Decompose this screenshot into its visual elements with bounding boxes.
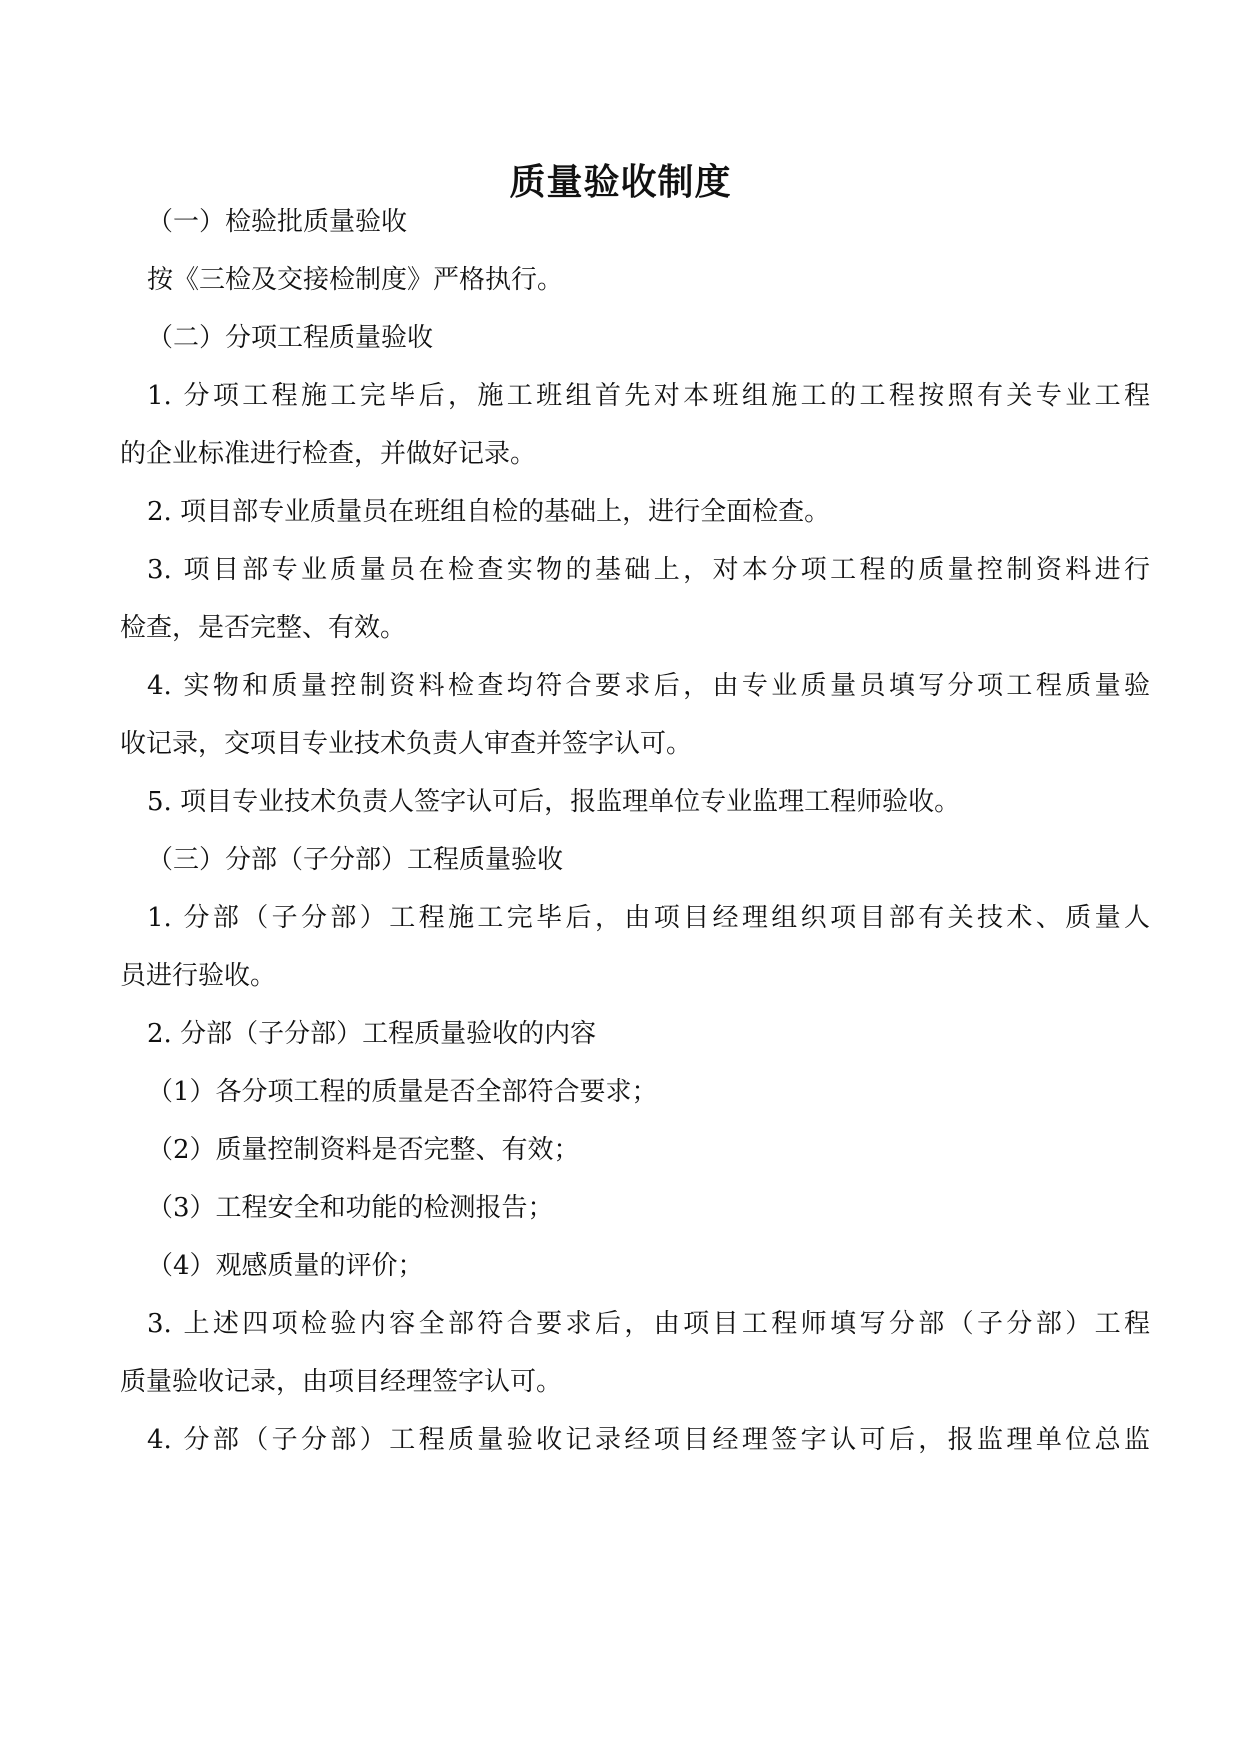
list-item: （2）质量控制资料是否完整、有效； bbox=[147, 1135, 580, 1165]
section-heading-1: （一）检验批质量验收 bbox=[147, 207, 408, 237]
paragraph-line: 1. 分项工程施工完毕后，施工班组首先对本班组施工的工程按照有关专业工程 bbox=[147, 381, 1150, 411]
paragraph-line: 4. 分部（子分部）工程质量验收记录经项目经理签字认可后，报监理单位总监 bbox=[147, 1425, 1150, 1455]
paragraph-line: 2. 项目部专业质量员在班组自检的基础上，进行全面检查。 bbox=[147, 497, 831, 527]
paragraph-line: 5. 项目专业技术负责人签字认可后，报监理单位专业监理工程师验收。 bbox=[147, 787, 961, 817]
paragraph-line: 2. 分部（子分部）工程质量验收的内容 bbox=[147, 1019, 597, 1049]
section-heading-2: （二）分项工程质量验收 bbox=[147, 323, 434, 353]
list-item: （3）工程安全和功能的检测报告； bbox=[147, 1193, 554, 1223]
paragraph-line: 1. 分部（子分部）工程施工完毕后，由项目经理组织项目部有关技术、质量人 bbox=[147, 903, 1150, 933]
document-title: 质量验收制度 bbox=[509, 161, 732, 203]
list-item: （1）各分项工程的质量是否全部符合要求； bbox=[147, 1077, 658, 1107]
list-item: （4）观感质量的评价； bbox=[147, 1251, 424, 1281]
paragraph-line: 按《三检及交接检制度》严格执行。 bbox=[147, 265, 564, 295]
paragraph-line: 4. 实物和质量控制资料检查均符合要求后，由专业质量员填写分项工程质量验 bbox=[147, 671, 1150, 701]
paragraph-line: 3. 项目部专业质量员在检查实物的基础上，对本分项工程的质量控制资料进行 bbox=[147, 555, 1150, 585]
paragraph-line: 的企业标准进行检查，并做好记录。 bbox=[120, 439, 537, 469]
paragraph-line: 员进行验收。 bbox=[120, 961, 277, 991]
paragraph-line: 收记录，交项目专业技术负责人审查并签字认可。 bbox=[120, 729, 693, 759]
paragraph-line: 3. 上述四项检验内容全部符合要求后，由项目工程师填写分部（子分部）工程 bbox=[147, 1309, 1150, 1339]
paragraph-line: 质量验收记录，由项目经理签字认可。 bbox=[120, 1367, 563, 1397]
paragraph-line: 检查，是否完整、有效。 bbox=[120, 613, 407, 643]
section-heading-3: （三）分部（子分部）工程质量验收 bbox=[147, 845, 564, 875]
